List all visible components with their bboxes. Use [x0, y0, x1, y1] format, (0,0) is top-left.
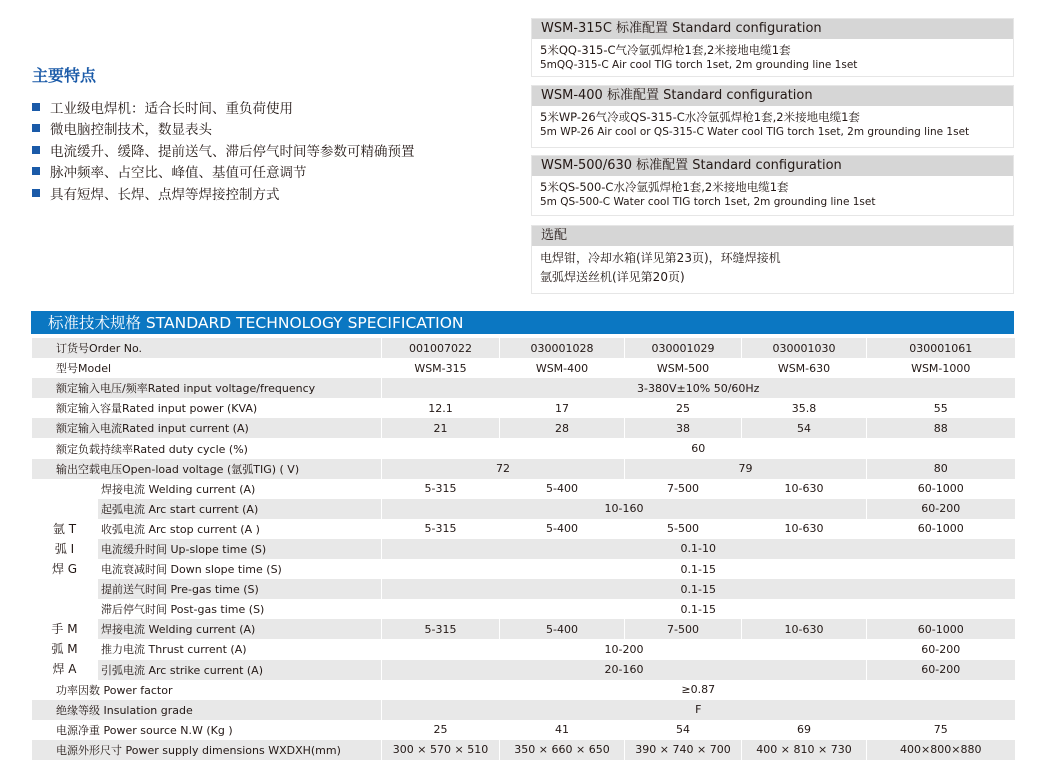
cell: 030001029	[625, 338, 742, 358]
cell: 60-1000	[867, 479, 1015, 499]
row-label: 额定输入电压/频率Rated input voltage/frequency	[32, 378, 382, 398]
mma-group-label	[32, 619, 98, 679]
row-label: 起弧电流 Arc start current (A)	[98, 499, 382, 519]
cell: 0.1-15	[382, 599, 1015, 619]
feature-item	[32, 96, 415, 118]
feature-item	[32, 182, 415, 204]
table-row	[32, 720, 1015, 740]
square-bullet-icon	[32, 124, 40, 132]
row-label: 型号Model	[32, 358, 382, 378]
table-row	[32, 599, 1015, 619]
cell: 54	[742, 418, 867, 438]
config-text-en: 5m WP-26 Air cool or QS-315-C Water cool TIG torch 1set, 2m grounding line 1set	[540, 126, 970, 138]
square-bullet-icon	[32, 146, 40, 154]
cell: 20-160	[382, 660, 867, 680]
row-label: 电源净重 Power source N.W (Kg )	[32, 720, 382, 740]
cell: 5-315	[382, 519, 500, 539]
row-label: 电流缓升时间 Up-slope time (S)	[98, 539, 382, 559]
row-label: 收弧电流 Arc stop current (A )	[98, 519, 382, 539]
cell: 7-500	[625, 479, 742, 499]
options-box	[531, 225, 1014, 294]
cell: 60	[382, 438, 1015, 458]
config-text-cn: 5米WP-26气冷或QS-315-C水冷氩弧焊枪1套,2米接地电缆1套	[540, 110, 860, 124]
spec-table	[31, 338, 1015, 760]
options-line: 氩弧焊送丝机(详见第20页)	[540, 270, 685, 284]
cell: 25	[625, 398, 742, 418]
cell: 54	[625, 720, 742, 740]
table-row	[32, 378, 1015, 398]
row-label: 额定输入电流Rated input current (A)	[32, 418, 382, 438]
config-header: WSM-315C 标准配置 Standard configuration	[532, 19, 1013, 39]
table-row	[32, 539, 1015, 559]
cell: 10-160	[382, 499, 867, 519]
cell: 10-630	[742, 519, 867, 539]
features-list	[32, 96, 415, 204]
config-header: WSM-400 标准配置 Standard configuration	[532, 86, 1013, 106]
cell: WSM-630	[742, 358, 867, 378]
options-header: 选配	[532, 226, 1013, 246]
cell: 5-400	[500, 479, 625, 499]
row-label: 焊接电流 Welding current (A)	[98, 479, 382, 499]
config-header: WSM-500/630 标准配置 Standard configuration	[532, 156, 1013, 176]
cell: ≥0.87	[382, 680, 1015, 700]
cell: 10-200	[382, 639, 867, 659]
cell: 35.8	[742, 398, 867, 418]
table-row	[32, 740, 1015, 760]
cell: 55	[867, 398, 1015, 418]
row-label: 输出空载电压Open-load voltage (氩弧TIG) ( V)	[32, 459, 382, 479]
cell: 400×800×880	[867, 740, 1015, 760]
table-row	[32, 338, 1015, 358]
table-row	[32, 499, 1015, 519]
cell: 5-315	[382, 619, 500, 639]
feature-item	[32, 161, 415, 183]
row-label: 电流衰减时间 Down slope time (S)	[98, 559, 382, 579]
group-label-line: 弧 I	[54, 541, 75, 556]
feature-text: 工业级电焊机：适合长时间、重负荷使用	[50, 100, 293, 117]
cell: 5-500	[625, 519, 742, 539]
cell: 3-380V±10% 50/60Hz	[382, 378, 1015, 398]
cell: F	[382, 700, 1015, 720]
table-row	[32, 398, 1015, 418]
cell: 350 × 660 × 650	[500, 740, 625, 760]
features-title: 主要特点	[32, 66, 97, 85]
row-label: 额定负载持续率Rated duty cycle (%)	[32, 438, 382, 458]
cell: 69	[742, 720, 867, 740]
cell: 390 × 740 × 700	[625, 740, 742, 760]
config-text-en: 5mQQ-315-C Air cool TIG torch 1set, 2m grounding line 1set	[540, 59, 858, 71]
table-row	[32, 579, 1015, 599]
cell: 030001030	[742, 338, 867, 358]
cell: 7-500	[625, 619, 742, 639]
cell: 17	[500, 398, 625, 418]
table-row	[32, 418, 1015, 438]
table-row	[32, 519, 1015, 539]
feature-text: 电流缓升、缓降、提前送气、滞后停气时间等参数可精确预置	[50, 143, 415, 160]
spec-title-bar: 标准技术规格 STANDARD TECHNOLOGY SPECIFICATION	[31, 311, 1014, 334]
cell: 030001061	[867, 338, 1015, 358]
cell: 72	[382, 459, 625, 479]
config-box-wsm315	[531, 18, 1014, 77]
table-row	[32, 358, 1015, 378]
cell: 25	[382, 720, 500, 740]
table-row	[32, 700, 1015, 720]
table-row	[32, 680, 1015, 700]
table-row	[32, 479, 1015, 499]
row-label: 推力电流 Thrust current (A)	[98, 639, 382, 659]
table-row	[32, 459, 1015, 479]
row-label: 电源外形尺寸 Power supply dimensions WXDXH(mm)	[32, 740, 382, 760]
group-label-line: 手 M	[51, 622, 78, 637]
cell: 001007022	[382, 338, 500, 358]
feature-item	[32, 118, 415, 140]
feature-item	[32, 139, 415, 161]
cell: 60-200	[867, 639, 1015, 659]
cell: 60-1000	[867, 619, 1015, 639]
feature-text: 脉冲频率、占空比、峰值、基值可任意调节	[50, 165, 307, 182]
row-label: 焊接电流 Welding current (A)	[98, 619, 382, 639]
config-text-cn: 5米QS-500-C水冷氩弧焊枪1套,2米接地电缆1套	[540, 180, 789, 194]
row-label: 引弧电流 Arc strike current (A)	[98, 660, 382, 680]
cell: 12.1	[382, 398, 500, 418]
row-label: 订货号Order No.	[32, 338, 382, 358]
cell: 79	[625, 459, 867, 479]
square-bullet-icon	[32, 103, 40, 111]
table-row	[32, 639, 1015, 659]
tig-group-label	[32, 479, 98, 620]
options-line: 电焊钳，冷却水箱(详见第23页)，环缝焊接机	[540, 251, 781, 265]
cell: 60-1000	[867, 519, 1015, 539]
cell: 030001028	[500, 338, 625, 358]
cell: 400 × 810 × 730	[742, 740, 867, 760]
config-box-wsm400	[531, 85, 1014, 148]
config-text-cn: 5米QQ-315-C气冷氩弧焊枪1套,2米接地电缆1套	[540, 43, 791, 57]
row-label: 绝缘等级 Insulation grade	[32, 700, 382, 720]
cell: 60-200	[867, 499, 1015, 519]
cell: 0.1-15	[382, 559, 1015, 579]
cell: 41	[500, 720, 625, 740]
row-label: 滞后停气时间 Post-gas time (S)	[98, 599, 382, 619]
group-label-line: 弧 M	[51, 642, 78, 657]
square-bullet-icon	[32, 189, 40, 197]
cell: 0.1-15	[382, 579, 1015, 599]
cell: 0.1-10	[382, 539, 1015, 559]
cell: WSM-315	[382, 358, 500, 378]
group-label-line: 氩 T	[52, 521, 77, 536]
table-row	[32, 438, 1015, 458]
config-box-wsm500-630	[531, 155, 1014, 216]
cell: 5-315	[382, 479, 500, 499]
cell: WSM-400	[500, 358, 625, 378]
cell: 21	[382, 418, 500, 438]
feature-text: 具有短焊、长焊、点焊等焊接控制方式	[50, 186, 280, 203]
cell: 88	[867, 418, 1015, 438]
cell: 10-630	[742, 619, 867, 639]
group-label-line: 焊 A	[52, 662, 77, 677]
cell: 75	[867, 720, 1015, 740]
table-row	[32, 559, 1015, 579]
cell: 5-400	[500, 519, 625, 539]
cell: 80	[867, 459, 1015, 479]
feature-text: 微电脑控制技术，数显表头	[50, 122, 212, 139]
cell: 28	[500, 418, 625, 438]
row-label: 额定输入容量Rated input power (KVA)	[32, 398, 382, 418]
cell: 5-400	[500, 619, 625, 639]
cell: 38	[625, 418, 742, 438]
config-text-en: 5m QS-500-C Water cool TIG torch 1set, 2m grounding line 1set	[540, 196, 876, 208]
cell: 60-200	[867, 660, 1015, 680]
cell: WSM-1000	[867, 358, 1015, 378]
table-row	[32, 619, 1015, 639]
row-label: 提前送气时间 Pre-gas time (S)	[98, 579, 382, 599]
table-row	[32, 660, 1015, 680]
row-label: 功率因数 Power factor	[32, 680, 382, 700]
cell: 10-630	[742, 479, 867, 499]
group-label-line: 焊 G	[51, 561, 78, 576]
square-bullet-icon	[32, 167, 40, 175]
cell: 300 × 570 × 510	[382, 740, 500, 760]
cell: WSM-500	[625, 358, 742, 378]
